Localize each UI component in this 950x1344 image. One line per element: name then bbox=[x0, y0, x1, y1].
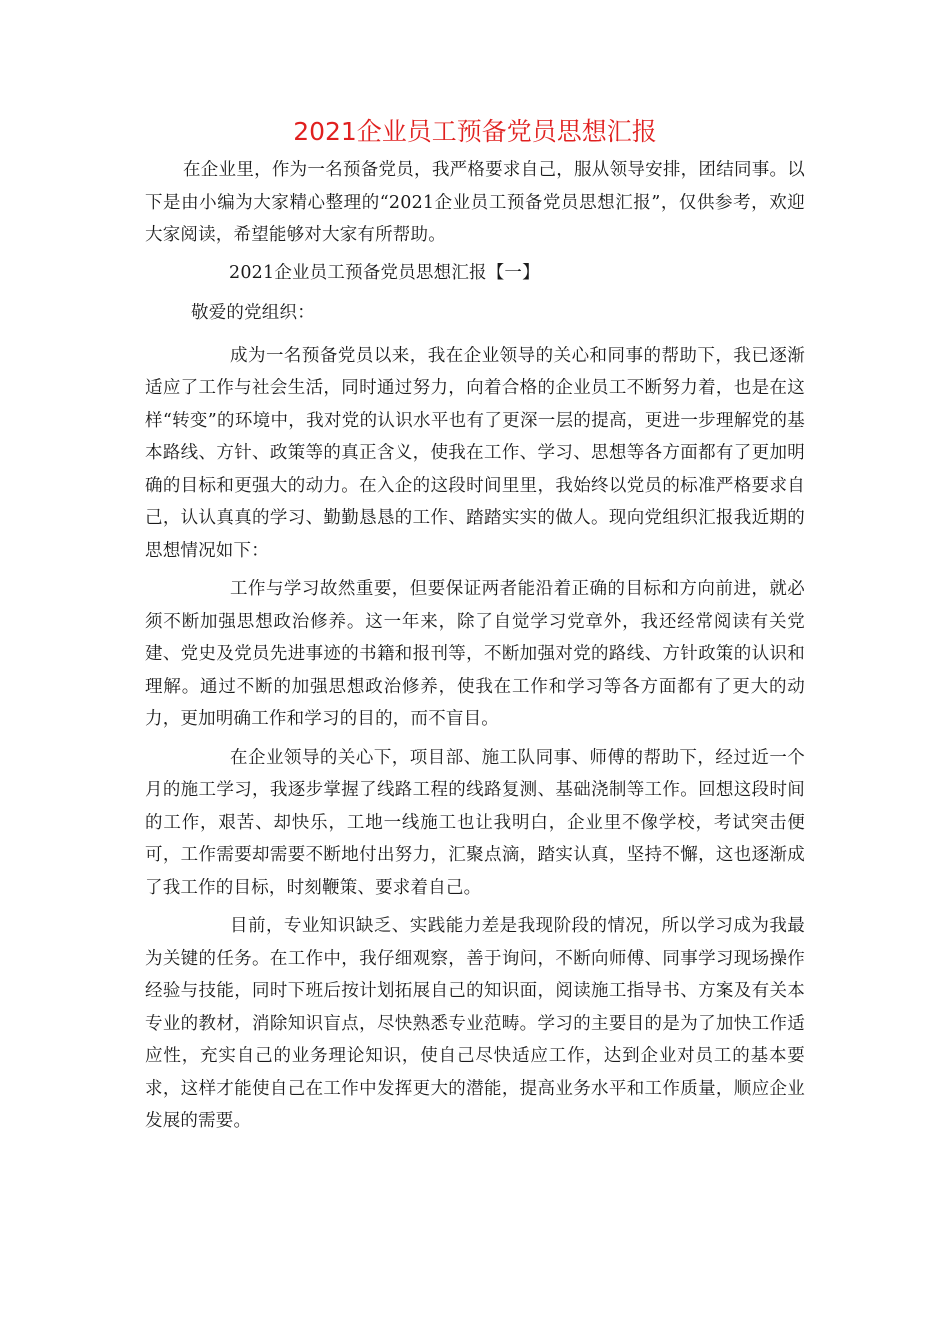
salutation: 敬爱的党组织： bbox=[191, 303, 315, 323]
document-title: 2021企业员工预备党员思想汇报 bbox=[293, 117, 657, 146]
body-paragraph: 工作与学习故然重要，但要保证两者能沿着正确的目标和方向前进，就必须不断加强思想政治修养。这一年来，除了自觉学习党章外，我还经常阅读有关党建、党史及党员先进事迹的书籍和报刊等，不断加强对党的路线、方针政策的认识和理解。通过不断的加强思想政治修养，使我在工作和学习等各方面都有了更大的动力，更加明确工作和学习的目的，而不盲目。 bbox=[145, 579, 805, 729]
body-paragraph: 成为一名预备党员以来，我在企业领导的关心和同事的帮助下，我已逐渐适应了工作与社会生活，同时通过努力，向着合格的企业员工不断努力着，也是在这样“转变”的环境中，我对党的认识水平也有了更深一层的提高，更进一步理解党的基本路线、方针、政策等的真正含义，使我在工作、学习、思想等各方面都有了更加明确的目标和更强大的动力。在入企的这段时间里里，我始终以党员的标准严格要求自己，认认真真的学习、勤勤恳恳的工作、踏踏实实的做人。现向党组织汇报我近期的思想情况如下： bbox=[145, 345, 805, 561]
body-paragraph: 目前，专业知识缺乏、实践能力差是我现阶段的情况，所以学习成为我最为关键的任务。在工作中，我仔细观察，善于询问，不断向师傅、同事学习现场操作经验与技能，同时下班后按计划拓展自己的知识面，阅读施工指导书、方案及有关本专业的教材，消除知识盲点，尽快熟悉专业范畴。学习的主要目的是为了加快工作适应性，充实自己的业务理论知识，使自己尽快适应工作，达到企业对员工的基本要求，这样才能使自己在工作中发挥更大的潜能，提高业务水平和工作质量，顺应企业发展的需要。 bbox=[145, 916, 805, 1131]
document-page bbox=[145, 112, 805, 1138]
intro-paragraph: 在企业里，作为一名预备党员，我严格要求自己，服从领导安排，团结同事。以下是由小编为大家精心整理的“2021企业员工预备党员思想汇报”，仅供参考，欢迎大家阅读，希望能够对大家有所帮助。 bbox=[145, 160, 805, 245]
section-heading: 2021企业员工预备党员思想汇报【一】 bbox=[229, 262, 540, 283]
body-paragraph: 在企业领导的关心下，项目部、施工队同事、师傅的帮助下，经过近一个月的施工学习，我逐步掌握了线路工程的线路复测、基础浇制等工作。回想这段时间的工作，艰苦、却快乐，工地一线施工也让我明白，企业里不像学校，考试突击便可，工作需要却需要不断地付出努力，汇聚点滴，踏实认真，坚持不懈，这也逐渐成了我工作的目标，时刻鞭策、要求着自己。 bbox=[145, 747, 805, 898]
